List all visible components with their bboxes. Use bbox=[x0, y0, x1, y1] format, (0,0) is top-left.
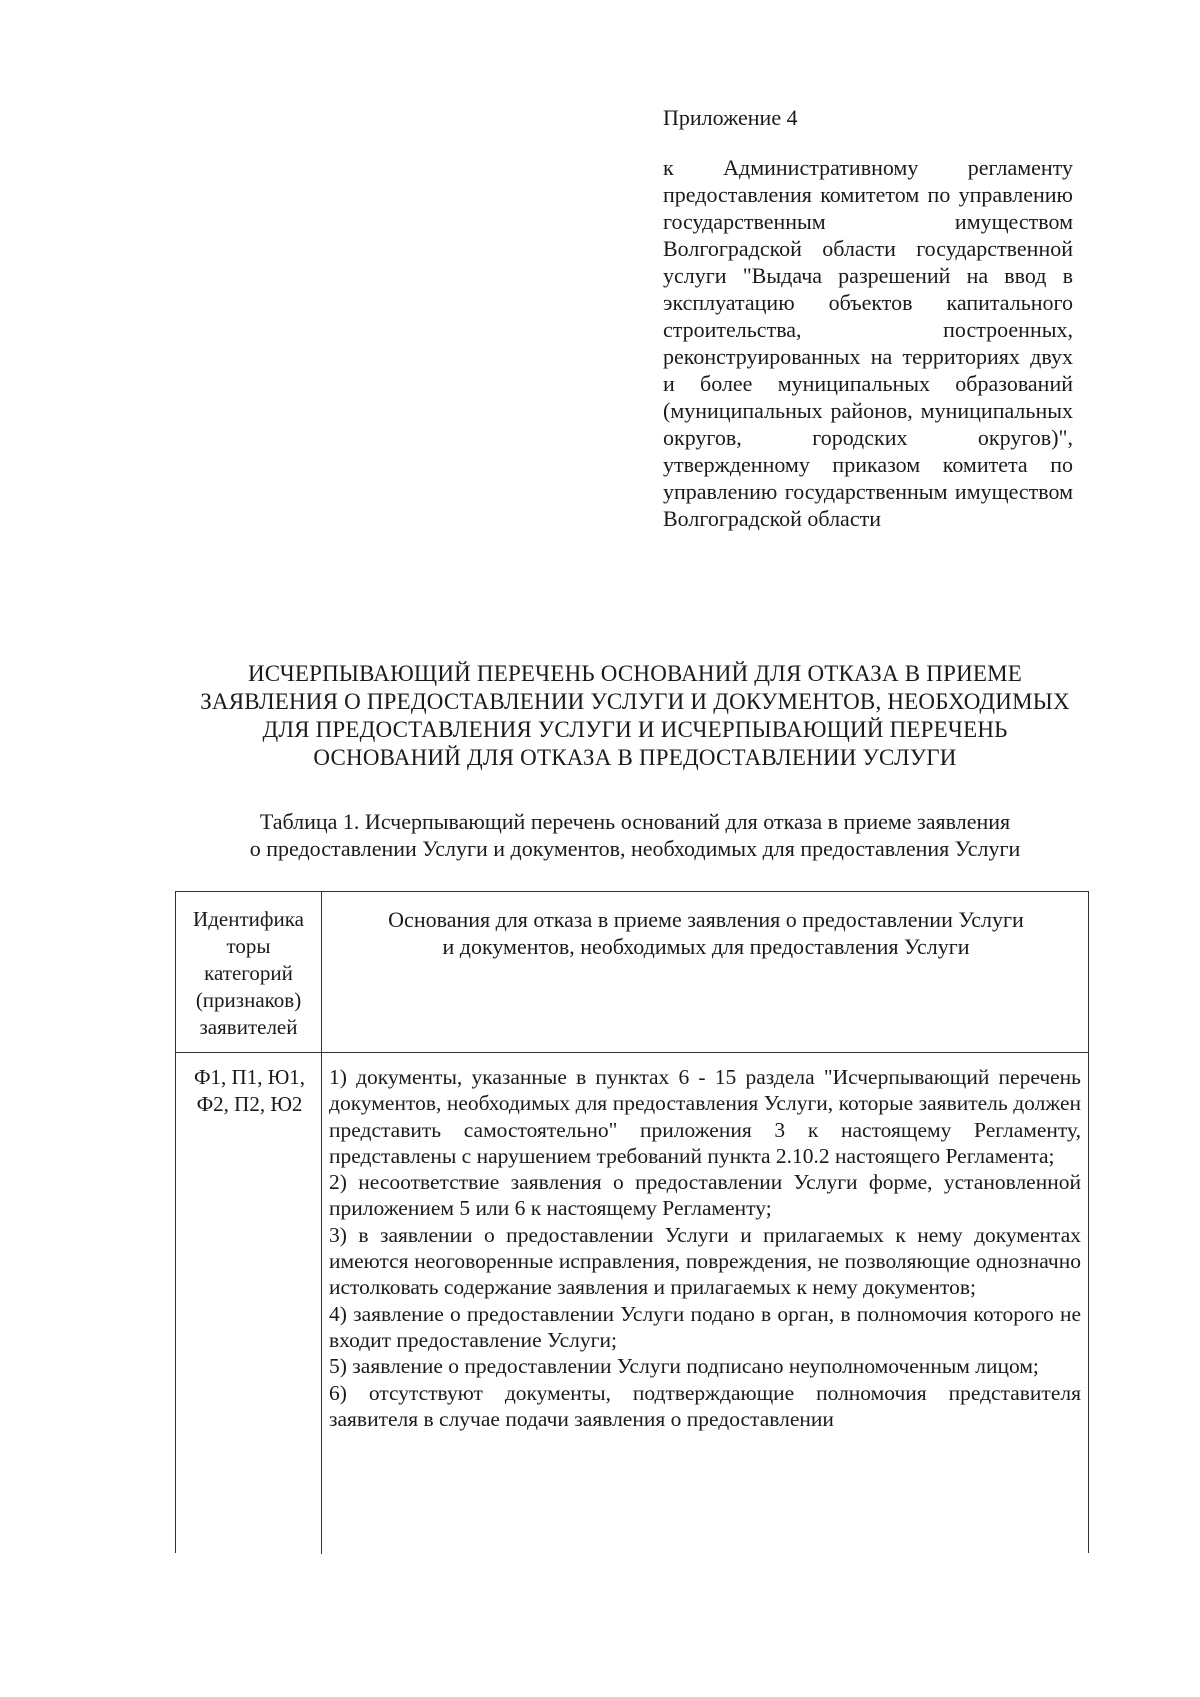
ground-item: 2) несоответствие заявления о предоставлении Услуги форме, установленной приложением 5 или 6 к настоящему Регламенту; bbox=[329, 1170, 1081, 1221]
header-line: Основания для отказа в приеме заявления о предоставлении Услуги bbox=[388, 907, 1024, 932]
header-line: (признаков) bbox=[195, 988, 302, 1012]
document-title-line: ЗАЯВЛЕНИЯ О ПРЕДОСТАВЛЕНИИ УСЛУГИ И ДОКУМЕНТОВ, НЕОБХОДИМЫХ bbox=[200, 689, 1070, 714]
header-line: заявителей bbox=[199, 1015, 298, 1039]
header-line: категорий bbox=[204, 961, 293, 985]
ground-item: 6) отсутствуют документы, подтверждающие полномочия представителя заявителя в случае подачи заявления о предоставлении bbox=[329, 1380, 1081, 1431]
ground-item: 4) заявление о предоставлении Услуги подано в орган, в полномочия которого не входит предоставление Услуги; bbox=[329, 1301, 1081, 1352]
header-line: торы bbox=[226, 934, 271, 958]
identifiers-line: Ф1, П1, Ю1, bbox=[193, 1065, 306, 1089]
appendix-text: к Административному регламенту предоставления комитетом по управлению государственным имуществом Волгоградской области государственной услуги "Выдача разрешений на ввод в эксплуатацию объектов капитального строительства, построенных, реконструированных на территориях двух и более муниципальных образований (муниципальных районов, муниципальных округов, городских округов)", утвержденному приказом комитета по управлению государственным имуществом Волгоградской области bbox=[663, 155, 1073, 531]
table-caption-line: Таблица 1. Исчерпывающий перечень оснований для отказа в приеме заявления bbox=[259, 809, 1011, 834]
document-title bbox=[150, 660, 1120, 772]
ground-item: 5) заявление о предоставлении Услуги подписано неуполномоченным лицом; bbox=[329, 1354, 1039, 1379]
document-title-line: ДЛЯ ПРЕДОСТАВЛЕНИЯ УСЛУГИ И ИСЧЕРПЫВАЮЩИЙ ПЕРЕЧЕНЬ bbox=[262, 717, 1008, 742]
table-column-divider bbox=[321, 892, 322, 1554]
table-cell-grounds bbox=[329, 1064, 1081, 1432]
document-title-line: ИСЧЕРПЫВАЮЩИЙ ПЕРЕЧЕНЬ ОСНОВАНИЙ ДЛЯ ОТКАЗА В ПРИЕМЕ bbox=[247, 661, 1023, 686]
header-line: Идентифика bbox=[193, 907, 304, 931]
identifiers-line: Ф2, П2, Ю2 bbox=[196, 1092, 303, 1116]
ground-item: 3) в заявлении о предоставлении Услуги и прилагаемых к нему документах имеются неоговоренные исправления, повреждения, не позволяющие однозначно истолковать содержание заявления и прилагаемых к нему документов; bbox=[329, 1222, 1081, 1300]
table-caption-line: о предоставлении Услуги и документов, необходимых для предоставления Услуги bbox=[249, 836, 1021, 861]
table-caption bbox=[170, 808, 1100, 862]
header-line: и документов, необходимых для предоставления Услуги bbox=[442, 934, 970, 959]
grounds-table bbox=[175, 891, 1089, 1553]
table-header-grounds bbox=[326, 906, 1086, 960]
appendix-block bbox=[663, 104, 1073, 532]
appendix-title: Приложение 4 bbox=[663, 105, 798, 130]
table-header-identifiers bbox=[176, 906, 321, 1041]
document-title-line: ОСНОВАНИЙ ДЛЯ ОТКАЗА В ПРЕДОСТАВЛЕНИИ УСЛУГИ bbox=[313, 745, 957, 770]
table-row-divider bbox=[176, 1052, 1088, 1053]
ground-item: 1) документы, указанные в пунктах 6 - 15 раздела "Исчерпывающий перечень документов, необходимых для предоставления Услуги, которые заявитель должен представить самостоятельно" приложения 3 к настоящему Регламенту, представлены с нарушением требований пункта 2.10.2 настоящего Регламента; bbox=[329, 1065, 1081, 1168]
table-cell-identifiers bbox=[178, 1064, 321, 1118]
